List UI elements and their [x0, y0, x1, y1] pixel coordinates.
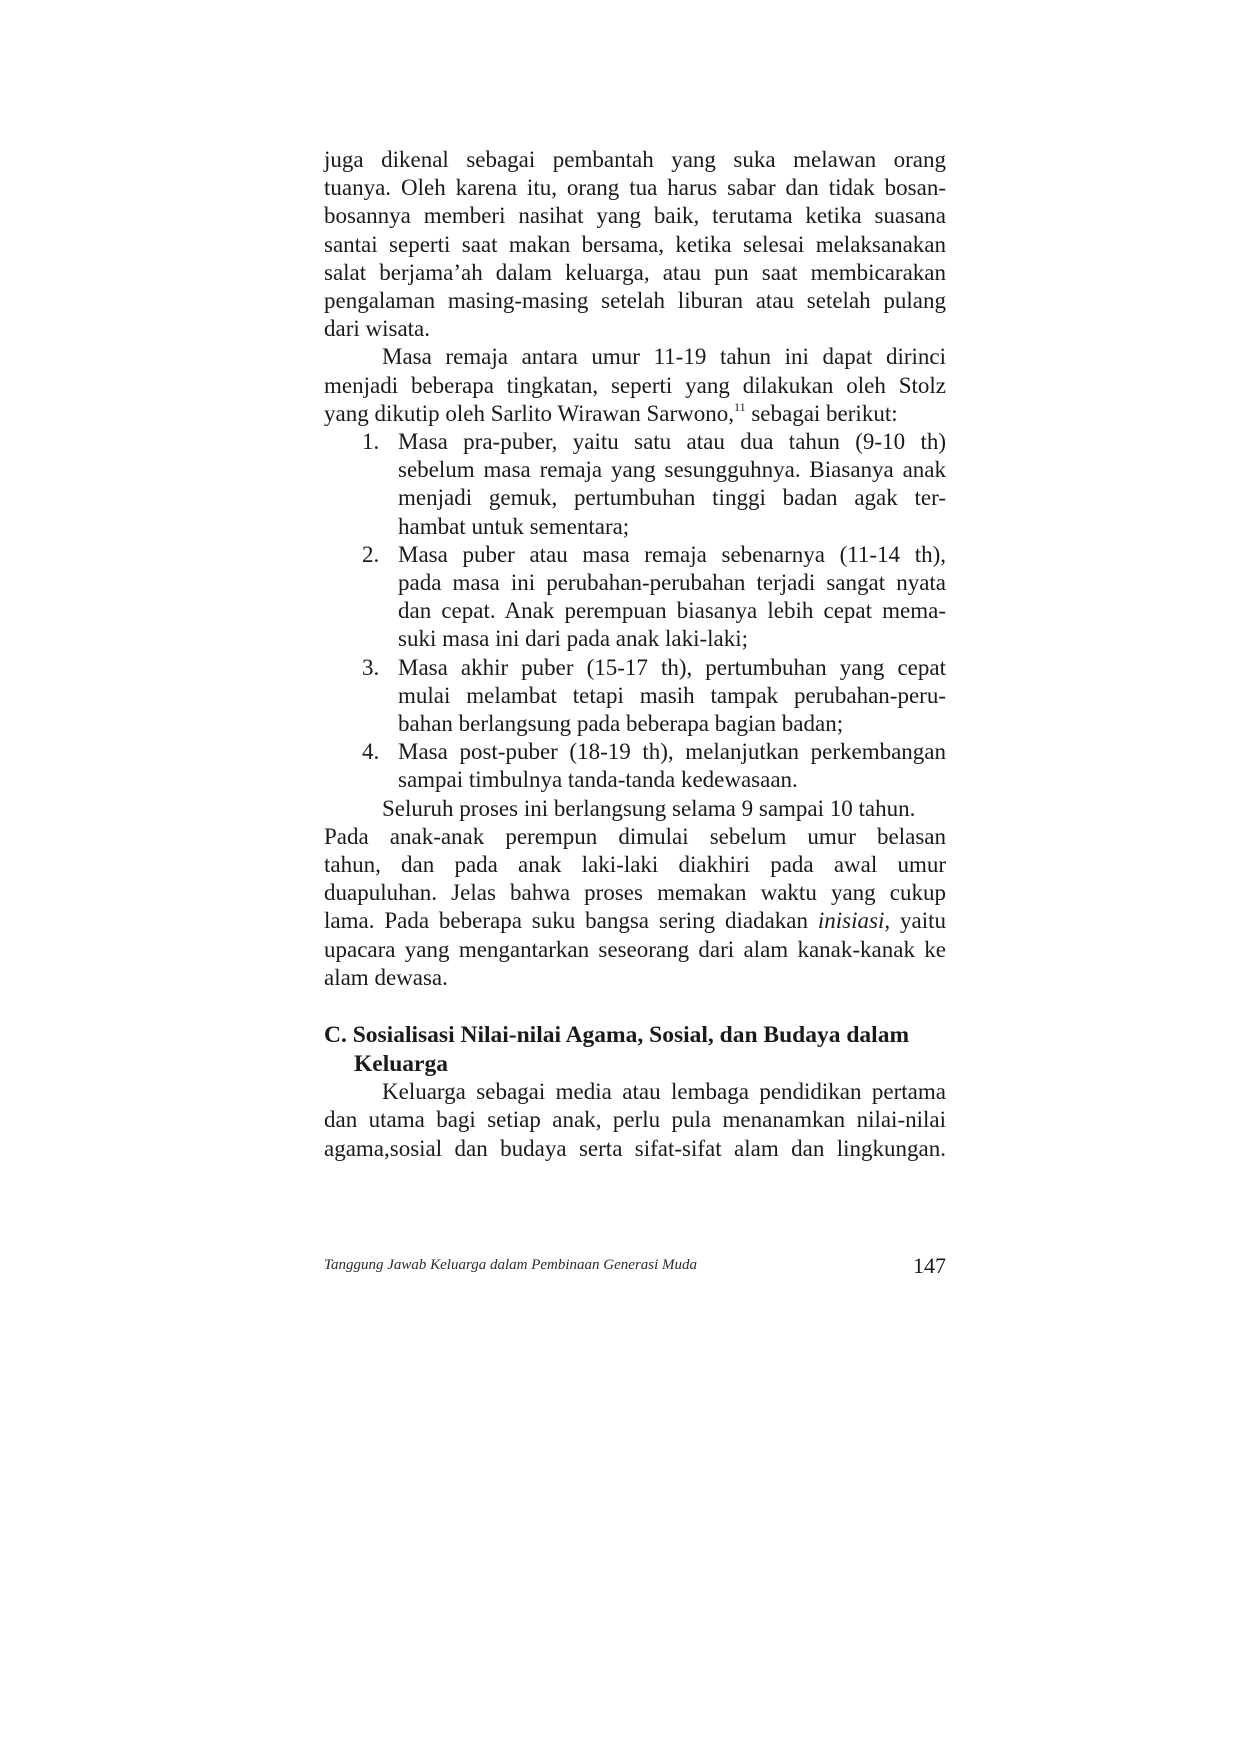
paragraph-3-line [324, 907, 946, 935]
list-item-line: bahan berlangsung pada beberapa bagian badan; [398, 711, 844, 737]
list-item-line: Masa pra-puber, yaitu satu atau dua tahun (9-10 th) [398, 429, 946, 455]
paragraph-3-line: Seluruh proses ini berlangsung selama 9 sampai 10 tahun. [382, 795, 916, 821]
paragraph-1-line: salat berjama’ah dalam keluarga, atau pun saat membicarakan [324, 259, 946, 285]
paragraph-3-text: yaitu [890, 908, 946, 934]
italic-term: inisiasi, [817, 908, 891, 934]
paragraph-4 [324, 1078, 946, 1163]
list-item-number: 2. [362, 541, 380, 567]
paragraph-1 [324, 146, 946, 343]
paragraph-4-line: agama,sosial dan budaya serta sifat-sifat alam dan lingkungan. [324, 1135, 946, 1161]
running-title: Tanggung Jawab Keluarga dalam Pembinaan Generasi Muda [324, 1257, 698, 1273]
paragraph-3-line: Pada anak-anak perempun dimulai sebelum umur belasan [324, 823, 946, 849]
list-item-line: sampai timbulnya tanda-tanda kedewasaan. [398, 767, 798, 793]
list-item-line: menjadi gemuk, pertumbuhan tinggi badan agak ter- [398, 485, 946, 511]
paragraph-2-text: sebagai berikut: [745, 400, 898, 426]
paragraph-3-line: tahun, dan pada anak laki-laki diakhiri pada awal umur [324, 852, 946, 878]
section-heading-line: C. Sosialisasi Nilai-nilai Agama, Sosial, dan Budaya dalam [324, 1022, 910, 1049]
paragraph-1-line: tuanya. Oleh karena itu, orang tua harus sabar dan tidak bosan- [324, 175, 946, 201]
list-item-number: 3. [362, 654, 380, 680]
paragraph-3 [324, 795, 946, 992]
paragraph-3-text: lama. Pada beberapa suku bangsa sering diadakan [324, 908, 818, 934]
paragraph-2-text: yang dikutip oleh Sarlito Wirawan Sarwono, [324, 400, 735, 426]
list-item-line: Masa post-puber (18-19 th), melanjutkan perkembangan [398, 739, 946, 765]
list-item-line: pada masa ini perubahan-perubahan terjadi sangat nyata [398, 570, 946, 596]
list-item-number: 1. [362, 429, 380, 455]
paragraph-4-line: Keluarga sebagai media atau lembaga pendidikan pertama [382, 1079, 946, 1105]
paragraph-2-line [324, 400, 946, 428]
page-body [324, 146, 946, 1163]
paragraph-3-line: duapuluhan. Jelas bahwa proses memakan waktu yang cukup [324, 880, 946, 906]
paragraph-3-line: alam dewasa. [324, 964, 448, 990]
list-item-line: sebelum masa remaja yang sesungguhnya. Biasanya anak [398, 457, 946, 483]
footnote-reference: 11 [734, 399, 746, 414]
paragraph-3-line: upacara yang mengantarkan seseorang dari alam kanak-kanak ke [324, 936, 946, 962]
page-footer [324, 1253, 946, 1283]
list-item [324, 541, 946, 654]
list-item-number: 4. [362, 739, 380, 765]
list-item-line: mulai melambat tetapi masih tampak perubahan-peru- [398, 682, 946, 708]
page-number: 147 [913, 1253, 946, 1278]
paragraph-2 [324, 343, 946, 428]
section-heading-line: Keluarga [354, 1050, 448, 1077]
paragraph-2-line: Masa remaja antara umur 11-19 tahun ini dapat dirinci [382, 344, 946, 370]
paragraph-1-line: dari wisata. [324, 316, 431, 342]
section-heading [324, 1021, 946, 1078]
paragraph-1-line: pengalaman masing-masing setelah liburan atau setelah pulang [324, 288, 946, 314]
list-item-line: suki masa ini dari pada anak laki-laki; [398, 626, 748, 652]
list-item-line: dan cepat. Anak perempuan biasanya lebih cepat mema- [398, 598, 946, 624]
paragraph-2-line: menjadi beberapa tingkatan, seperti yang dilakukan oleh Stolz [324, 372, 946, 398]
list-item-line: hambat untuk sementara; [398, 513, 630, 539]
list-item [324, 738, 946, 794]
list-item-line: Masa akhir puber (15-17 th), pertumbuhan yang cepat [398, 654, 946, 680]
list-item [324, 654, 946, 739]
paragraph-4-line: dan utama bagi setiap anak, perlu pula menanamkan nilai-nilai [324, 1107, 946, 1133]
paragraph-1-line: juga dikenal sebagai pembantah yang suka melawan orang [324, 147, 946, 172]
list-item [324, 428, 946, 541]
paragraph-1-line: santai seperti saat makan bersama, ketika selesai melaksanakan [324, 231, 946, 257]
paragraph-1-line: bosannya memberi nasihat yang baik, terutama ketika suasana [324, 203, 946, 229]
list-item-line: Masa puber atau masa remaja sebenarnya (11-14 th), [398, 541, 946, 567]
stages-list [324, 428, 946, 795]
